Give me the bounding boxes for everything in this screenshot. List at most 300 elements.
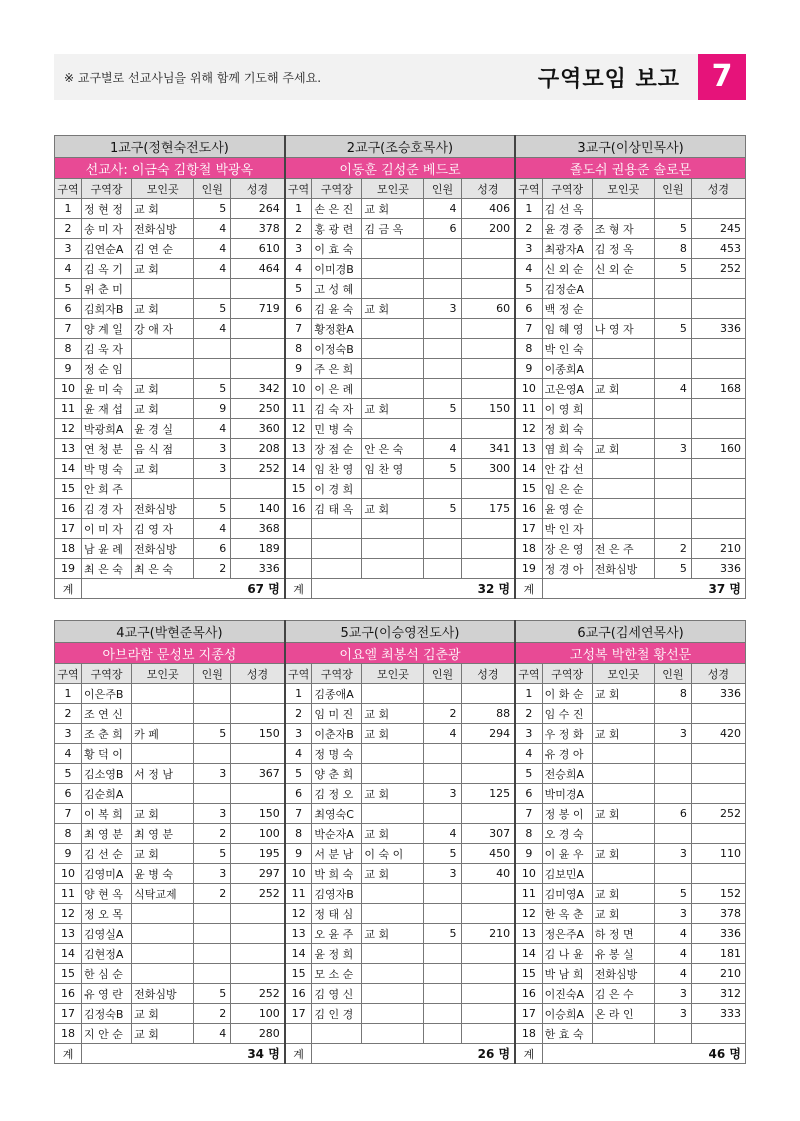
district-number: 9	[285, 359, 312, 379]
column-header-row	[55, 179, 746, 199]
bible-reading-count: 210	[691, 539, 745, 559]
attendance-count	[424, 539, 461, 559]
leader-name: 양 춘 희	[312, 764, 362, 784]
leader-name: 이정숙B	[312, 339, 362, 359]
meeting-place: 교 회	[362, 399, 424, 419]
attendance-count: 5	[424, 844, 461, 864]
attendance-count: 8	[654, 684, 691, 704]
bible-reading-count	[691, 279, 745, 299]
leader-name: 양 현 옥	[82, 884, 132, 904]
meeting-place	[592, 279, 654, 299]
district-number: 5	[55, 764, 82, 784]
leader-name: 남 윤 례	[82, 539, 132, 559]
district-number	[285, 1024, 312, 1044]
leader-name: 김영실A	[82, 924, 132, 944]
bible-reading-count: 280	[231, 1024, 285, 1044]
bible-reading-count	[691, 399, 745, 419]
bible-reading-count: 300	[461, 459, 515, 479]
bible-reading-count	[691, 864, 745, 884]
district-number: 15	[55, 479, 82, 499]
meeting-place: 김 은 수	[592, 984, 654, 1004]
table-row	[55, 279, 746, 299]
leader-name: 이 영 희	[542, 399, 592, 419]
attendance-count	[194, 924, 231, 944]
bible-reading-count	[461, 519, 515, 539]
bible-reading-count: 210	[461, 924, 515, 944]
attendance-count	[654, 824, 691, 844]
attendance-count: 4	[654, 944, 691, 964]
leader-name: 김영미A	[82, 864, 132, 884]
attendance-count	[424, 359, 461, 379]
meeting-place	[362, 964, 424, 984]
meeting-place: 하 정 면	[592, 924, 654, 944]
leader-name: 한 옥 춘	[542, 904, 592, 924]
meeting-place: 강 애 자	[132, 319, 194, 339]
attendance-count	[194, 944, 231, 964]
district-number: 9	[515, 844, 542, 864]
attendance-count	[654, 459, 691, 479]
table-row	[55, 419, 746, 439]
leader-name: 김순희A	[82, 784, 132, 804]
page-title: 구역모임 보고	[537, 67, 680, 92]
meeting-place: 식탁교제	[132, 884, 194, 904]
meeting-place	[362, 1024, 424, 1044]
bible-reading-count: 312	[691, 984, 745, 1004]
attendance-count: 5	[424, 924, 461, 944]
column-header-place: 모인곳	[362, 664, 424, 684]
meeting-place: 임 찬 영	[362, 459, 424, 479]
column-header-bible: 성경	[231, 664, 285, 684]
table-row	[55, 684, 746, 704]
district-number: 2	[285, 704, 312, 724]
bible-reading-count	[231, 704, 285, 724]
leader-name	[312, 539, 362, 559]
leader-name	[312, 559, 362, 579]
bible-reading-count	[231, 479, 285, 499]
bible-reading-count	[691, 1024, 745, 1044]
leader-name: 박광희A	[82, 419, 132, 439]
attendance-count	[424, 1024, 461, 1044]
bible-reading-count: 195	[231, 844, 285, 864]
total-count: 26 명	[312, 1044, 515, 1064]
district-number: 13	[55, 924, 82, 944]
attendance-count	[424, 684, 461, 704]
leader-name: 김소영B	[82, 764, 132, 784]
attendance-count	[654, 784, 691, 804]
district-number: 14	[515, 459, 542, 479]
district-number: 14	[285, 459, 312, 479]
meeting-place	[362, 1004, 424, 1024]
leader-name: 김 선 순	[82, 844, 132, 864]
bible-reading-count: 110	[691, 844, 745, 864]
district-number: 5	[285, 764, 312, 784]
district-number: 9	[55, 359, 82, 379]
leader-name: 박 인 숙	[542, 339, 592, 359]
missionary-names: 이요엘 최봉석 김춘광	[285, 643, 515, 664]
district-number: 3	[285, 724, 312, 744]
district-number: 13	[515, 924, 542, 944]
district-number: 7	[55, 804, 82, 824]
bible-reading-count	[691, 519, 745, 539]
table-row	[55, 864, 746, 884]
bible-reading-count	[461, 1004, 515, 1024]
district-table	[54, 620, 746, 1064]
missionary-names: 고성복 박한철 황선문	[515, 643, 745, 664]
leader-name: 임 미 진	[312, 704, 362, 724]
bible-reading-count	[691, 499, 745, 519]
meeting-place: 김 정 옥	[592, 239, 654, 259]
bible-reading-count: 378	[231, 219, 285, 239]
leader-name: 박순자A	[312, 824, 362, 844]
leader-name	[312, 519, 362, 539]
meeting-place: 교 회	[362, 199, 424, 219]
bible-reading-count: 100	[231, 824, 285, 844]
table-row	[55, 724, 746, 744]
leader-name: 최 은 숙	[82, 559, 132, 579]
district-number: 2	[515, 704, 542, 724]
group-title-row	[55, 621, 746, 643]
meeting-place: 교 회	[362, 299, 424, 319]
bible-reading-count	[461, 904, 515, 924]
district-block-2	[54, 620, 746, 1064]
district-number: 11	[55, 884, 82, 904]
bible-reading-count: 252	[231, 984, 285, 1004]
leader-name: 연 청 분	[82, 439, 132, 459]
district-number: 6	[55, 299, 82, 319]
meeting-place: 최 영 분	[132, 824, 194, 844]
attendance-count: 2	[424, 704, 461, 724]
bible-reading-count	[461, 744, 515, 764]
district-number: 3	[55, 724, 82, 744]
meeting-place: 전화심방	[132, 219, 194, 239]
bible-reading-count	[461, 319, 515, 339]
leader-name: 고은영A	[542, 379, 592, 399]
table-row	[55, 559, 746, 579]
attendance-count: 4	[194, 259, 231, 279]
total-count: 32 명	[312, 579, 515, 599]
district-number: 5	[515, 279, 542, 299]
bible-reading-count: 450	[461, 844, 515, 864]
attendance-count: 2	[194, 884, 231, 904]
attendance-count: 5	[424, 399, 461, 419]
bible-reading-count	[231, 359, 285, 379]
table-row	[55, 459, 746, 479]
meeting-place: 교 회	[362, 784, 424, 804]
leader-name: 한 효 숙	[542, 1024, 592, 1044]
district-number: 15	[515, 964, 542, 984]
bible-reading-count: 342	[231, 379, 285, 399]
bible-reading-count: 160	[691, 439, 745, 459]
attendance-count	[424, 239, 461, 259]
attendance-count	[424, 559, 461, 579]
bible-reading-count	[691, 704, 745, 724]
table-row	[55, 379, 746, 399]
attendance-count: 5	[424, 459, 461, 479]
missionary-names: 아브라함 문성보 지종성	[55, 643, 285, 664]
table-row	[55, 479, 746, 499]
table-row	[55, 399, 746, 419]
bible-reading-count: 252	[231, 459, 285, 479]
district-number: 16	[515, 499, 542, 519]
meeting-place: 교 회	[362, 824, 424, 844]
leader-name: 최광자A	[542, 239, 592, 259]
meeting-place: 서 정 남	[132, 764, 194, 784]
bible-reading-count	[231, 339, 285, 359]
district-number: 9	[55, 844, 82, 864]
attendance-count: 5	[654, 319, 691, 339]
total-count: 46 명	[542, 1044, 745, 1064]
column-header-place: 모인곳	[362, 179, 424, 199]
district-number: 1	[515, 199, 542, 219]
table-row	[55, 539, 746, 559]
bible-reading-count	[231, 924, 285, 944]
leader-name: 이종희A	[542, 359, 592, 379]
attendance-count	[654, 744, 691, 764]
district-number: 1	[285, 199, 312, 219]
district-number: 15	[285, 479, 312, 499]
attendance-count: 4	[194, 419, 231, 439]
attendance-count	[654, 339, 691, 359]
attendance-count	[424, 984, 461, 1004]
meeting-place	[132, 359, 194, 379]
bible-reading-count	[461, 1024, 515, 1044]
district-number: 17	[515, 1004, 542, 1024]
attendance-count	[194, 479, 231, 499]
attendance-count	[424, 419, 461, 439]
bible-reading-count	[231, 684, 285, 704]
table-row	[55, 844, 746, 864]
attendance-count	[194, 904, 231, 924]
meeting-place: 교 회	[362, 499, 424, 519]
attendance-count: 3	[654, 724, 691, 744]
attendance-count	[654, 399, 691, 419]
meeting-place: 윤 병 숙	[132, 864, 194, 884]
district-number: 19	[515, 559, 542, 579]
attendance-count	[424, 319, 461, 339]
bible-reading-count: 150	[231, 804, 285, 824]
leader-name: 김영자B	[312, 884, 362, 904]
attendance-count: 2	[194, 824, 231, 844]
bible-reading-count: 264	[231, 199, 285, 219]
meeting-place	[362, 559, 424, 579]
bible-reading-count	[691, 784, 745, 804]
leader-name: 김희자B	[82, 299, 132, 319]
district-number	[285, 539, 312, 559]
leader-name: 모 소 순	[312, 964, 362, 984]
leader-name: 이 효 숙	[312, 239, 362, 259]
attendance-count	[194, 339, 231, 359]
leader-name: 박 희 숙	[312, 864, 362, 884]
leader-name: 김 욱 자	[82, 339, 132, 359]
total-label: 계	[285, 579, 312, 599]
leader-name: 이 복 희	[82, 804, 132, 824]
table-row	[55, 499, 746, 519]
district-number: 3	[285, 239, 312, 259]
attendance-count	[194, 684, 231, 704]
column-header-bible: 성경	[461, 179, 515, 199]
district-number: 16	[285, 499, 312, 519]
attendance-count	[424, 1004, 461, 1024]
page-header	[54, 54, 746, 100]
district-number: 10	[285, 864, 312, 884]
meeting-place	[362, 804, 424, 824]
attendance-count	[654, 299, 691, 319]
district-number: 4	[515, 744, 542, 764]
table-row	[55, 924, 746, 944]
meeting-place: 교 회	[592, 904, 654, 924]
bible-reading-count: 150	[231, 724, 285, 744]
leader-name: 정은주A	[542, 924, 592, 944]
group-title-row	[55, 136, 746, 158]
total-label: 계	[55, 1044, 82, 1064]
table-row	[55, 804, 746, 824]
column-header-attendance: 인원	[424, 179, 461, 199]
district-number: 12	[285, 419, 312, 439]
meeting-place: 교 회	[592, 844, 654, 864]
meeting-place: 김 금 옥	[362, 219, 424, 239]
district-number: 8	[285, 339, 312, 359]
meeting-place: 조 형 자	[592, 219, 654, 239]
leader-name: 오 경 숙	[542, 824, 592, 844]
district-number: 18	[515, 539, 542, 559]
attendance-count: 3	[194, 439, 231, 459]
meeting-place	[132, 964, 194, 984]
meeting-place	[362, 884, 424, 904]
meeting-place	[362, 359, 424, 379]
district-number: 7	[285, 319, 312, 339]
bible-reading-count: 252	[691, 259, 745, 279]
leader-name: 조 춘 희	[82, 724, 132, 744]
district-table	[54, 135, 746, 599]
leader-name: 윤 정 희	[312, 944, 362, 964]
bible-reading-count	[691, 359, 745, 379]
district-number: 4	[55, 744, 82, 764]
meeting-place	[592, 479, 654, 499]
bible-reading-count: 200	[461, 219, 515, 239]
meeting-place: 교 회	[132, 379, 194, 399]
attendance-count: 5	[194, 199, 231, 219]
meeting-place	[132, 744, 194, 764]
attendance-count: 3	[424, 299, 461, 319]
meeting-place	[362, 944, 424, 964]
bible-reading-count: 336	[691, 684, 745, 704]
group-title: 1교구(정현숙전도사)	[55, 136, 285, 158]
bible-reading-count: 341	[461, 439, 515, 459]
meeting-place: 전화심방	[592, 964, 654, 984]
district-number: 3	[515, 239, 542, 259]
leader-name: 이춘자B	[312, 724, 362, 744]
attendance-count: 2	[194, 559, 231, 579]
total-label: 계	[55, 579, 82, 599]
bible-reading-count	[461, 684, 515, 704]
bible-reading-count: 360	[231, 419, 285, 439]
meeting-place	[362, 419, 424, 439]
district-number: 10	[515, 864, 542, 884]
leader-name: 윤 영 순	[542, 499, 592, 519]
leader-name: 신 외 순	[542, 259, 592, 279]
attendance-count	[424, 339, 461, 359]
leader-name: 김 숙 자	[312, 399, 362, 419]
meeting-place: 교 회	[132, 459, 194, 479]
district-number: 15	[515, 479, 542, 499]
attendance-count	[194, 359, 231, 379]
leader-name: 황정환A	[312, 319, 362, 339]
attendance-count: 3	[194, 804, 231, 824]
attendance-count: 3	[194, 459, 231, 479]
attendance-count	[654, 419, 691, 439]
column-header-attendance: 인원	[654, 179, 691, 199]
district-number: 13	[515, 439, 542, 459]
district-number: 18	[515, 1024, 542, 1044]
leader-name	[312, 1024, 362, 1044]
meeting-place	[132, 784, 194, 804]
meeting-place: 전화심방	[592, 559, 654, 579]
leader-name: 지 안 순	[82, 1024, 132, 1044]
district-number: 10	[515, 379, 542, 399]
leader-name: 박 인 자	[542, 519, 592, 539]
district-number: 12	[285, 904, 312, 924]
table-row	[55, 1004, 746, 1024]
district-number: 8	[515, 339, 542, 359]
table-row	[55, 944, 746, 964]
district-number: 6	[515, 299, 542, 319]
attendance-count: 4	[424, 439, 461, 459]
attendance-count: 4	[654, 379, 691, 399]
meeting-place: 교 회	[362, 724, 424, 744]
leader-name: 장 점 순	[312, 439, 362, 459]
table-row	[55, 259, 746, 279]
table-row	[55, 964, 746, 984]
leader-name: 이승희A	[542, 1004, 592, 1024]
district-number: 15	[285, 964, 312, 984]
leader-name: 이은주B	[82, 684, 132, 704]
attendance-count	[654, 764, 691, 784]
bible-reading-count: 333	[691, 1004, 745, 1024]
bible-reading-count: 252	[691, 804, 745, 824]
meeting-place: 교 회	[592, 804, 654, 824]
bible-reading-count: 140	[231, 499, 285, 519]
column-header-leader: 구역장	[312, 664, 362, 684]
bible-reading-count	[691, 459, 745, 479]
meeting-place	[592, 864, 654, 884]
leader-name: 김 정 오	[312, 784, 362, 804]
attendance-count	[424, 479, 461, 499]
bible-reading-count: 336	[691, 924, 745, 944]
column-header-attendance: 인원	[654, 664, 691, 684]
district-number: 7	[285, 804, 312, 824]
attendance-count	[654, 704, 691, 724]
leader-name: 장 은 영	[542, 539, 592, 559]
meeting-place: 교 회	[592, 724, 654, 744]
district-number: 1	[55, 199, 82, 219]
leader-name: 안 희 주	[82, 479, 132, 499]
table-row	[55, 884, 746, 904]
meeting-place	[362, 319, 424, 339]
attendance-count	[654, 1024, 691, 1044]
leader-name: 주 은 희	[312, 359, 362, 379]
attendance-count	[194, 279, 231, 299]
meeting-place	[132, 944, 194, 964]
column-header-attendance: 인원	[194, 179, 231, 199]
attendance-count	[654, 519, 691, 539]
leader-name: 정 순 임	[82, 359, 132, 379]
column-header-attendance: 인원	[194, 664, 231, 684]
leader-name: 위 춘 미	[82, 279, 132, 299]
total-row	[55, 579, 746, 599]
leader-name: 김 경 자	[82, 499, 132, 519]
district-number: 12	[515, 419, 542, 439]
table-row	[55, 519, 746, 539]
